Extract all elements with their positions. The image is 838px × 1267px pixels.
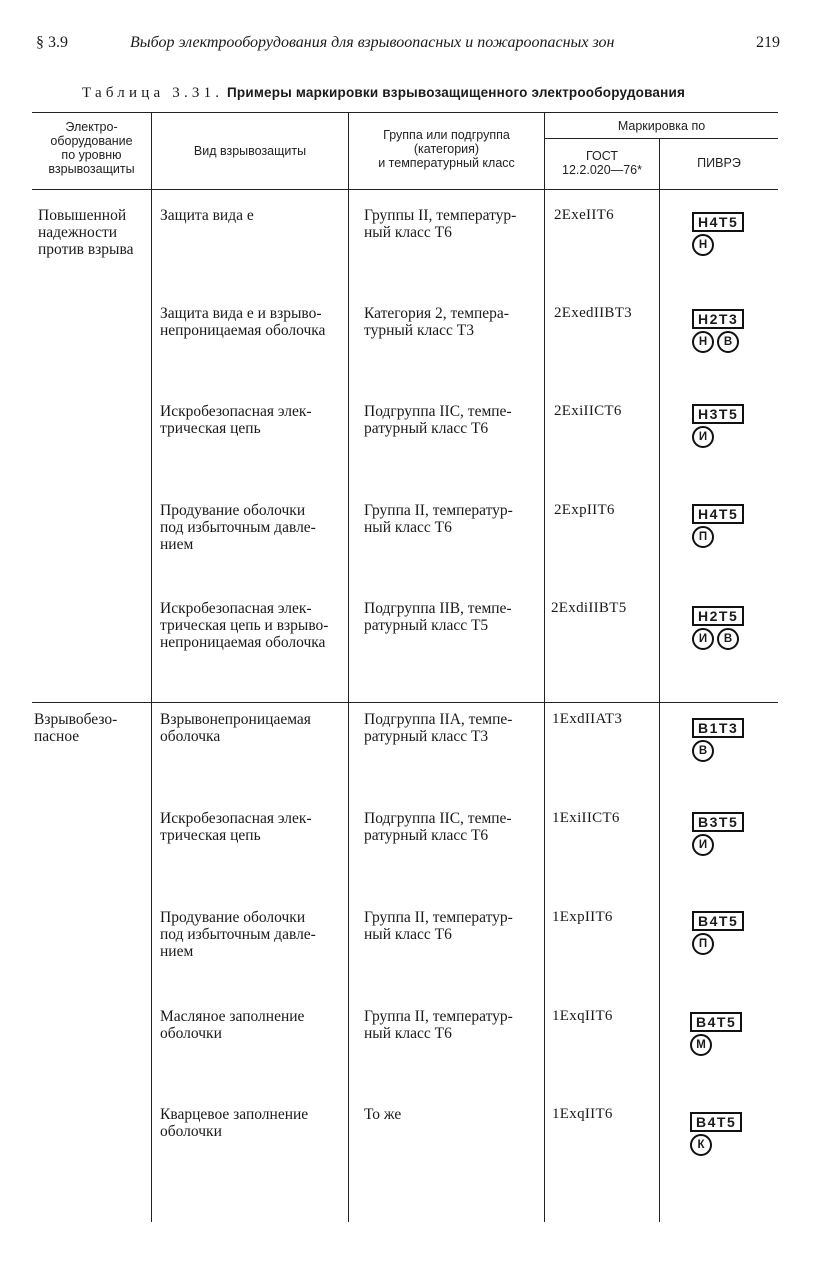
row-group: Подгруппа IIС, темпе- ратурный класс Т6: [364, 403, 512, 437]
table-top-rule: [32, 112, 778, 113]
row-gost-code: 2ExedIIBT3: [554, 305, 632, 321]
pivre-mark-box: Н4Т5: [692, 212, 744, 232]
row-protection: Искробезопасная элек- трическая цепь: [160, 403, 312, 437]
chapter-title: Выбор электрооборудования для взрывоопасных и пожароопасных зон: [130, 34, 615, 51]
row-gost-code: 2ExpIIT6: [554, 502, 615, 518]
row-gost-code: 1ExqIIT6: [552, 1008, 613, 1024]
section-number: § 3.9: [36, 34, 68, 51]
row-protection: Искробезопасная элек- трическая цепь: [160, 810, 312, 844]
section-level-label: Повышенной надежности против взрыва: [38, 207, 134, 258]
pivre-mark: [692, 812, 752, 858]
row-gost-code: 2ExiIICT6: [554, 403, 622, 419]
row-protection: Масляное заполнение оболочки: [160, 1008, 305, 1042]
pivre-mark-circle: Н: [692, 234, 714, 256]
marking-subheader-rule: [545, 138, 778, 139]
pivre-mark-circle: В: [692, 740, 714, 762]
row-gost-code: 2ExdiIIBT5: [551, 600, 627, 616]
pivre-mark: [692, 606, 752, 652]
section-divider-rule: [32, 702, 778, 703]
pivre-mark-box: В4Т5: [690, 1112, 742, 1132]
row-gost-code: 1ExqIIT6: [552, 1106, 613, 1122]
row-gost-code: 1ExiIICT6: [552, 810, 620, 826]
row-group: Категория 2, темпера- турный класс Т3: [364, 305, 509, 339]
pivre-mark-box: В1Т3: [692, 718, 744, 738]
pivre-mark: [690, 1012, 750, 1058]
row-gost-code: 2ExeIIT6: [554, 207, 614, 223]
row-protection: Защита вида е: [160, 207, 254, 224]
header-bottom-rule: [32, 189, 778, 190]
row-group: Группы II, температур- ный класс Т6: [364, 207, 517, 241]
header-protection: Вид взрывозащиты: [193, 144, 307, 158]
row-gost-code: 1ExpIIT6: [552, 909, 613, 925]
row-protection: Продувание оболочки под избыточным давле- нием: [160, 502, 316, 553]
pivre-mark-circle: И: [692, 834, 714, 856]
pivre-mark-circle: П: [692, 933, 714, 955]
row-group: Группа II, температур- ный класс Т6: [364, 1008, 513, 1042]
pivre-mark-box: В3Т5: [692, 812, 744, 832]
header-level: Электро- оборудование по уровню взрывозащиты: [48, 120, 135, 176]
pivre-mark-circle: П: [692, 526, 714, 548]
pivre-mark: [692, 309, 752, 355]
row-protection: Искробезопасная элек- трическая цепь и взрыво- непроницаемая оболочка: [160, 600, 329, 651]
pivre-mark-box: В4Т5: [692, 911, 744, 931]
pivre-mark-circle: В: [717, 628, 739, 650]
col-divider-3: [544, 112, 545, 1222]
pivre-mark-circle: М: [690, 1034, 712, 1056]
page-number: 219: [756, 34, 780, 51]
pivre-mark-circle: К: [690, 1134, 712, 1156]
row-gost-code: 1ExdIIAT3: [552, 711, 623, 727]
row-protection: Защита вида е и взрыво- непроницаемая оболочка: [160, 305, 326, 339]
row-group: Группа II, температур- ный класс Т6: [364, 909, 513, 943]
row-group: Группа II, температур- ный класс Т6: [364, 502, 513, 536]
row-protection: Взрывонепроницаемая оболочка: [160, 711, 311, 745]
pivre-mark-box: В4Т5: [690, 1012, 742, 1032]
section-level-label: Взрывобезо- пасное: [34, 711, 118, 745]
table-caption-title: Примеры маркировки взрывозащищенного электрооборудования: [227, 85, 686, 100]
col-divider-2: [348, 112, 349, 1222]
row-group: Подгруппа IIВ, темпе- ратурный класс Т5: [364, 600, 512, 634]
pivre-mark-circle: Н: [692, 331, 714, 353]
row-group: То же: [364, 1106, 402, 1123]
pivre-mark-box: Н3Т5: [692, 404, 744, 424]
pivre-mark: [692, 504, 752, 550]
pivre-mark-box: Н4Т5: [692, 504, 744, 524]
row-group: Подгруппа IIС, темпе- ратурный класс Т6: [364, 810, 512, 844]
pivre-mark: [692, 404, 752, 450]
pivre-mark: [692, 212, 752, 258]
col-divider-1: [151, 112, 152, 1222]
row-group: Подгруппа IIА, темпе- ратурный класс Т3: [364, 711, 513, 745]
header-gost: ГОСТ 12.2.020—76*: [562, 149, 642, 177]
header-pivre: ПИВРЭ: [697, 156, 741, 170]
row-protection: Кварцевое заполнение оболочки: [160, 1106, 309, 1140]
pivre-mark-box: Н2Т3: [692, 309, 744, 329]
pivre-mark-circle: И: [692, 426, 714, 448]
header-marking: Маркировка по: [617, 119, 706, 133]
pivre-mark: [692, 718, 752, 764]
pivre-mark: [692, 911, 752, 957]
pivre-mark-circle: И: [692, 628, 714, 650]
table-caption-label: Таблица 3.31.: [82, 85, 224, 101]
row-protection: Продувание оболочки под избыточным давле- нием: [160, 909, 316, 960]
header-group: Группа или подгруппа (категория) и температурный класс: [378, 128, 515, 170]
pivre-mark-circle: В: [717, 331, 739, 353]
pivre-mark-box: Н2Т5: [692, 606, 744, 626]
col-divider-4: [659, 138, 660, 1222]
pivre-mark: [690, 1112, 750, 1158]
